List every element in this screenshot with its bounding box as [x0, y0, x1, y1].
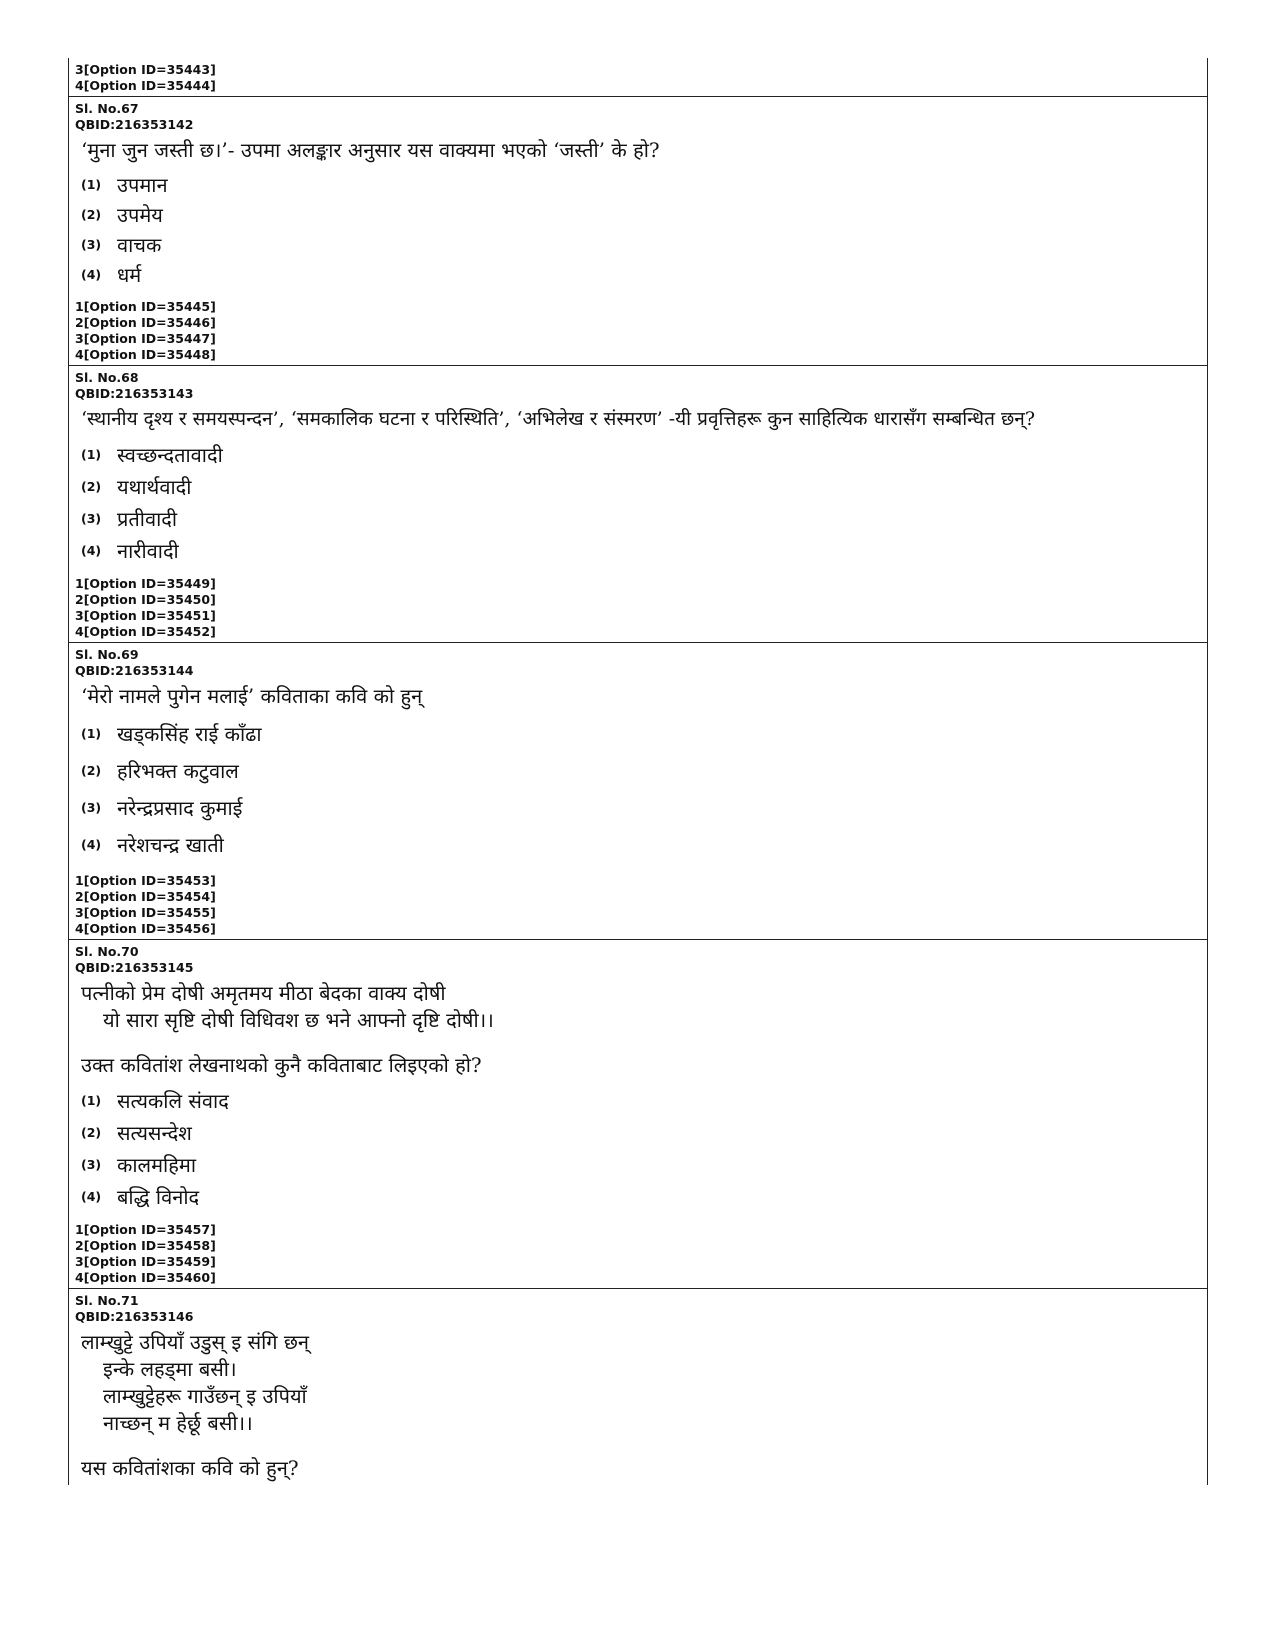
verse-line: यो सारा सृष्टि दोषी विधिवश छ भने आफ्नो दृष्टि दोषी।। — [103, 1008, 494, 1032]
serial-number: Sl. No.70 — [75, 944, 139, 959]
option-3 — [81, 789, 1201, 826]
option-text: कालमहिमा — [117, 1152, 196, 1177]
option-3 — [81, 229, 1201, 259]
verse-line: इन्के लहड्मा बसी। — [103, 1357, 237, 1381]
option-id-line: 1[Option ID=35453] — [75, 873, 216, 888]
option-number: (2) — [81, 206, 102, 222]
option-number: (1) — [81, 726, 102, 741]
question-text: उक्त कवितांश लेखनाथको कुनै कविताबाट लिइएको हो? — [81, 1053, 482, 1077]
qbid: QBID:216353143 — [75, 386, 194, 401]
option-4 — [81, 826, 1201, 863]
option-4 — [81, 534, 1201, 566]
option-number: (3) — [81, 800, 102, 815]
option-text: नरेन्द्रप्रसाद कुमाई — [117, 796, 243, 820]
option-text: यथार्थवादी — [117, 474, 192, 499]
serial-number: Sl. No.69 — [75, 647, 139, 662]
option-text: वाचक — [117, 232, 162, 257]
question-69 — [69, 643, 1207, 940]
option-text: बद्धि विनोद — [117, 1184, 200, 1209]
option-1 — [81, 1084, 1201, 1116]
option-text: नारीवादी — [117, 538, 179, 563]
option-number: (1) — [81, 446, 102, 462]
option-number: (3) — [81, 236, 102, 252]
qbid: QBID:216353145 — [75, 960, 194, 975]
option-id-line: 2[Option ID=35446] — [75, 315, 216, 330]
option-id-line: 3[Option ID=35455] — [75, 905, 216, 920]
serial-number: Sl. No.71 — [75, 1293, 139, 1308]
question-68 — [69, 366, 1207, 643]
option-id-line: 3[Option ID=35451] — [75, 608, 216, 623]
option-id-line: 3[Option ID=35443] — [75, 62, 216, 77]
option-text: प्रतीवादी — [117, 506, 178, 531]
option-text: उपमेय — [117, 202, 163, 227]
option-id-line: 4[Option ID=35460] — [75, 1270, 216, 1285]
question-paper — [68, 58, 1208, 1485]
option-text: उपमान — [117, 172, 168, 197]
option-1 — [81, 169, 1201, 199]
option-2 — [81, 470, 1201, 502]
option-3 — [81, 1148, 1201, 1180]
option-text: नरेशचन्द्र खाती — [117, 833, 224, 857]
option-number: (2) — [81, 1124, 102, 1140]
option-number: (4) — [81, 542, 102, 558]
verse-line: नाच्छन् म हेर्छू बसी।। — [103, 1411, 253, 1435]
option-text: धर्म — [117, 262, 142, 287]
option-id-line: 3[Option ID=35459] — [75, 1254, 216, 1269]
option-3 — [81, 502, 1201, 534]
option-id-line: 2[Option ID=35454] — [75, 889, 216, 904]
option-2 — [81, 752, 1201, 789]
option-number: (1) — [81, 1092, 102, 1108]
option-number: (2) — [81, 478, 102, 494]
option-2 — [81, 199, 1201, 229]
question-67 — [69, 97, 1207, 366]
option-text: खड्कसिंह राई काँढा — [117, 722, 262, 746]
option-1 — [81, 715, 1201, 752]
option-number: (4) — [81, 837, 102, 852]
option-id-line: 1[Option ID=35449] — [75, 576, 216, 591]
option-number: (2) — [81, 763, 102, 778]
option-id-line: 1[Option ID=35457] — [75, 1222, 216, 1237]
option-ids — [75, 576, 1201, 640]
option-4 — [81, 1180, 1201, 1212]
option-1 — [81, 438, 1201, 470]
option-text: स्वच्छन्दतावादी — [117, 442, 223, 467]
option-number: (1) — [81, 176, 102, 192]
verse-excerpt — [81, 980, 1201, 1034]
serial-number: Sl. No.68 — [75, 370, 139, 385]
qbid: QBID:216353144 — [75, 663, 194, 678]
option-number: (4) — [81, 1188, 102, 1204]
option-number: (3) — [81, 1156, 102, 1172]
option-id-line: 4[Option ID=35448] — [75, 347, 216, 362]
verse-line: पत्नीको प्रेम दोषी अमृतमय मीठा बेदका वाक्य दोषी — [81, 981, 446, 1005]
question-71 — [69, 1289, 1207, 1485]
question-text: ‘मेरो नामले पुगेन मलाई’ कविताका कवि को हुन् — [81, 684, 423, 708]
option-ids — [75, 299, 1201, 363]
option-4 — [81, 259, 1201, 289]
option-ids — [75, 1222, 1201, 1286]
option-text: हरिभक्त कटुवाल — [117, 759, 239, 783]
verse-excerpt — [81, 1329, 1201, 1437]
option-2 — [81, 1116, 1201, 1148]
option-id-line: 2[Option ID=35458] — [75, 1238, 216, 1253]
option-number: (3) — [81, 510, 102, 526]
serial-number: Sl. No.67 — [75, 101, 139, 116]
option-text: सत्यकलि संवाद — [117, 1088, 229, 1113]
option-id-line: 4[Option ID=35444] — [75, 78, 216, 93]
option-id-line: 4[Option ID=35456] — [75, 921, 216, 936]
question-text: ‘स्थानीय दृश्य र समयस्पन्दन’, ‘समकालिक घटना र परिस्थिति’, ‘अभिलेख र संस्मरण’ -यी प्रवृत्तिहरू कुन साहित्यिक धारासँग सम्बन्धित छन्? — [81, 408, 1036, 430]
option-id-line: 4[Option ID=35452] — [75, 624, 216, 639]
option-id-line: 2[Option ID=35450] — [75, 592, 216, 607]
qbid: QBID:216353142 — [75, 117, 194, 132]
verse-line: लाम्खुट्टे उपियाँ उडुस् इ संगि छन् — [81, 1330, 310, 1354]
option-ids — [75, 873, 1201, 937]
qbid: QBID:216353146 — [75, 1309, 194, 1324]
verse-line: लाम्खुट्टेहरू गाउँछन् इ उपियाँ — [103, 1384, 307, 1408]
question-70 — [69, 940, 1207, 1289]
option-text: सत्यसन्देश — [117, 1120, 192, 1145]
question-text: ‘मुना जुन जस्ती छ।’- उपमा अलङ्कार अनुसार यस वाक्यमा भएको ‘जस्ती’ के हो? — [81, 138, 660, 162]
option-id-line: 1[Option ID=35445] — [75, 299, 216, 314]
option-number: (4) — [81, 266, 102, 282]
prev-question-tail — [69, 58, 1207, 97]
question-text: यस कवितांशका कवि को हुन्? — [81, 1456, 299, 1480]
option-id-line: 3[Option ID=35447] — [75, 331, 216, 346]
